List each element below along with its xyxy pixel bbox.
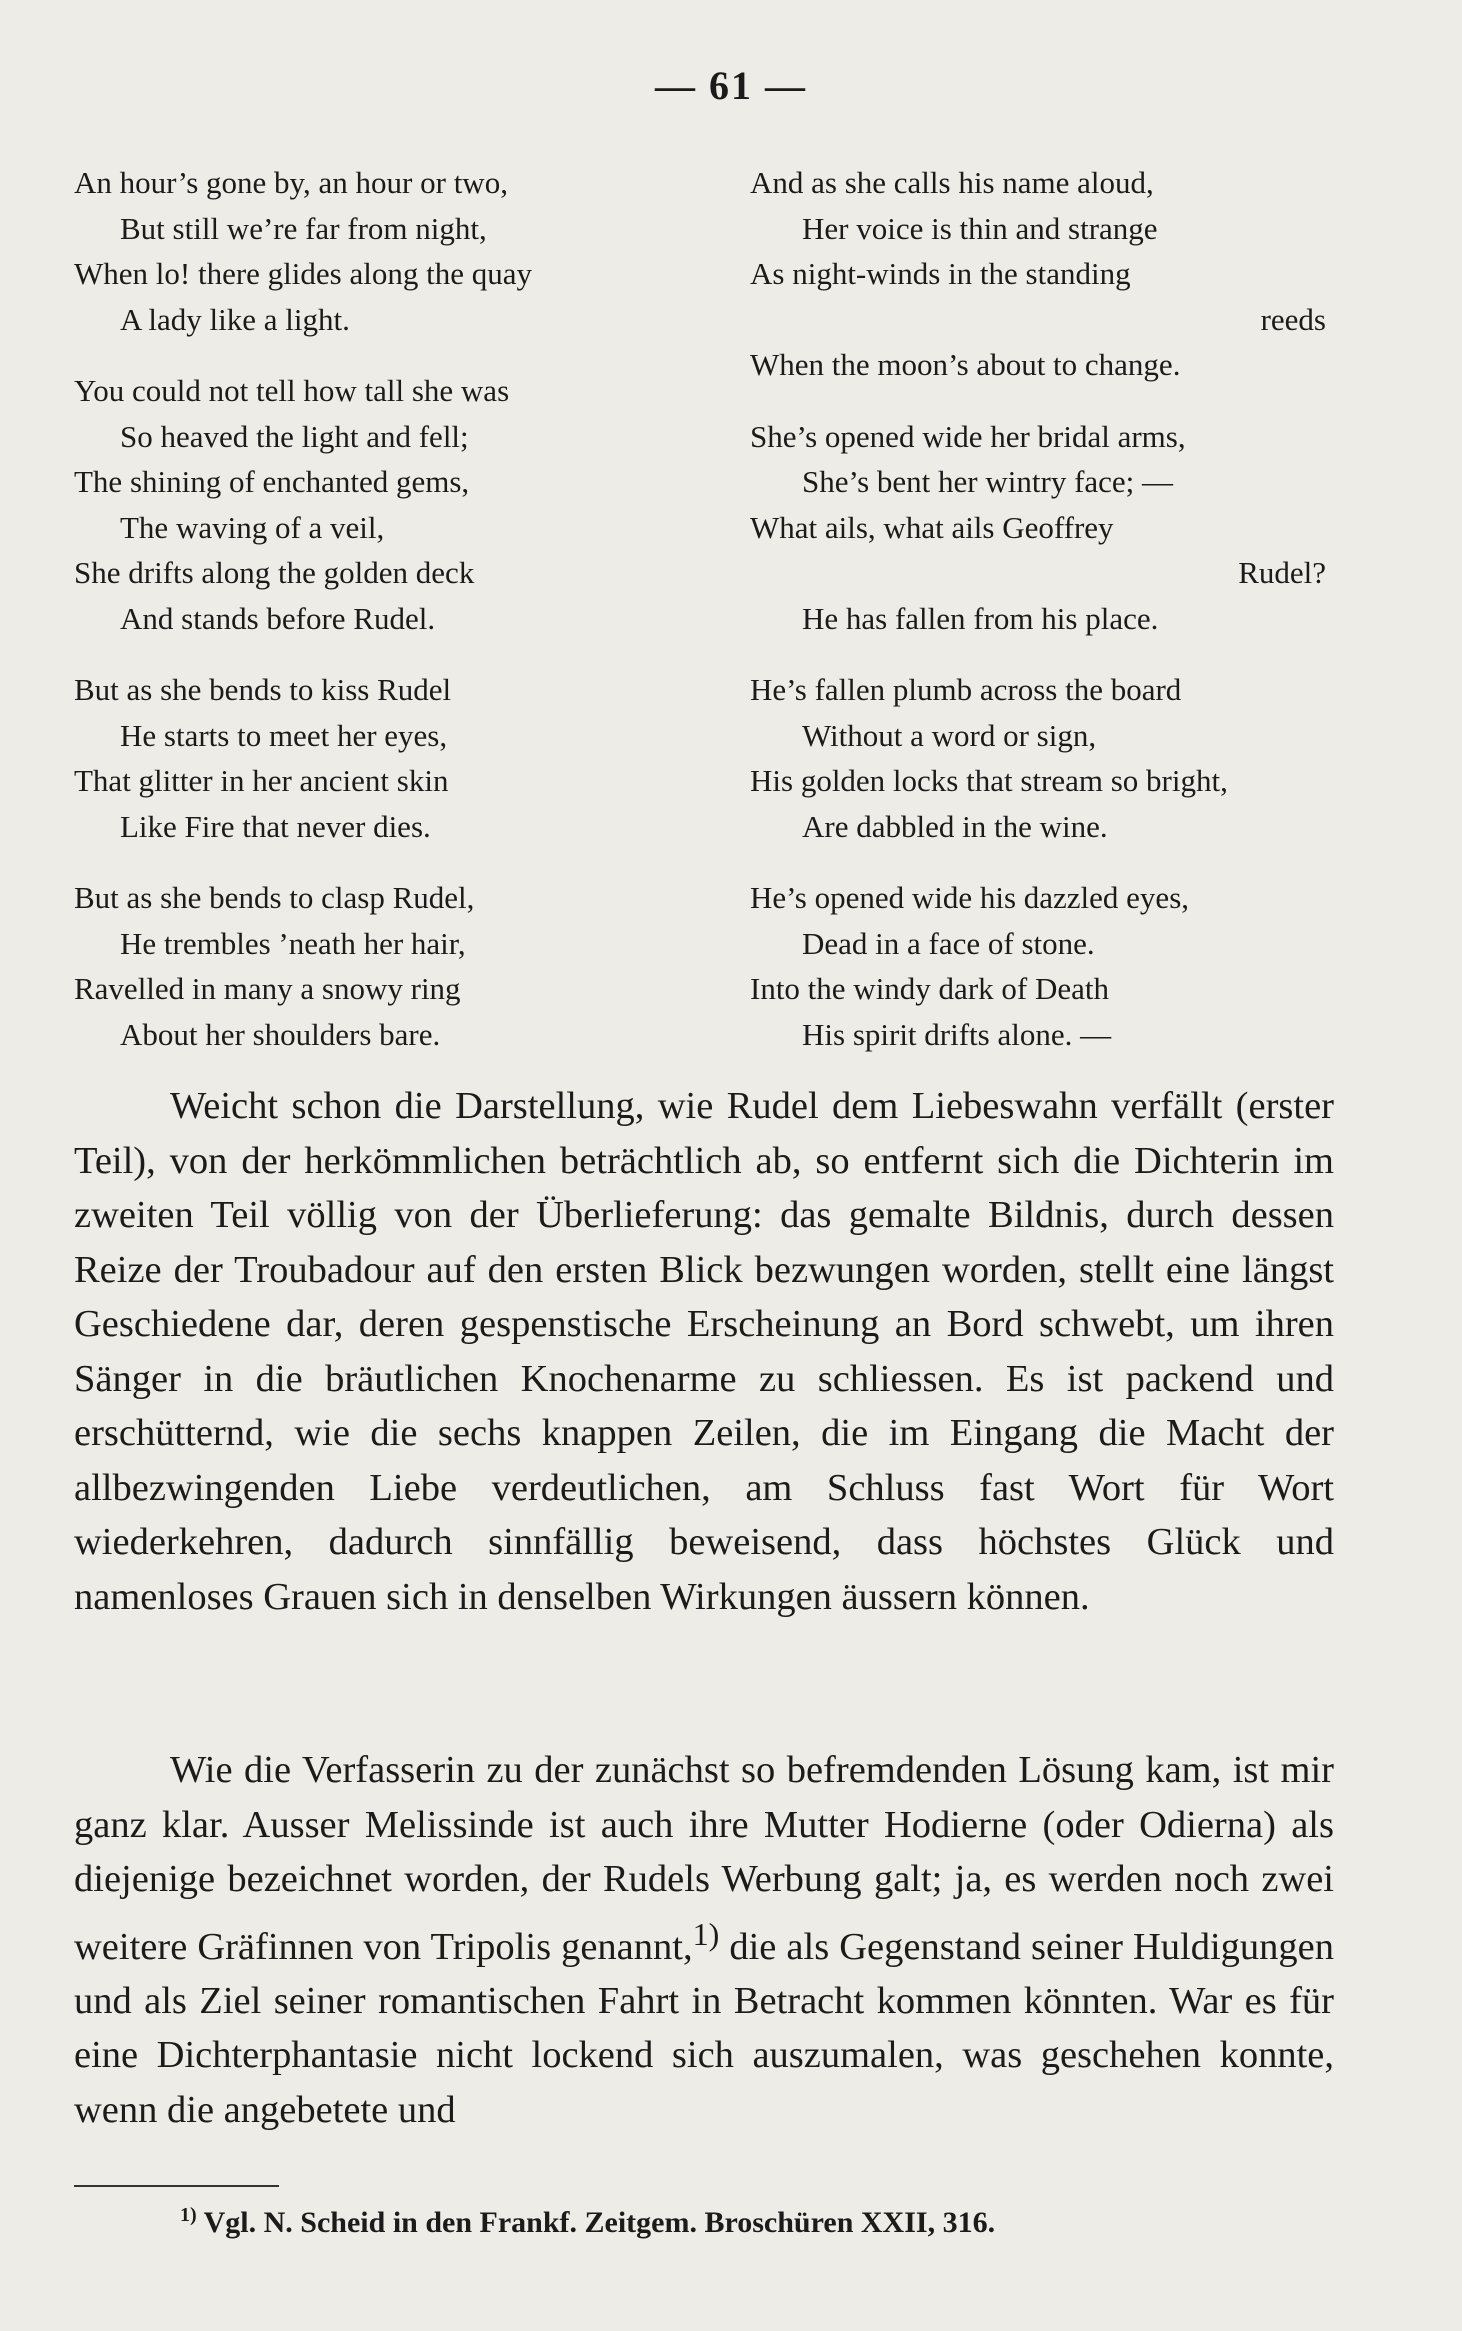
footnote-reference: 1) <box>692 1915 720 1952</box>
poem-line: He trembles ’neath her hair, <box>120 925 466 961</box>
poem-line: So heaved the light and fell; <box>120 418 469 454</box>
poem-stanza <box>74 368 714 641</box>
poem-left-column <box>74 160 714 1083</box>
poem-line: When the moon’s about to change. <box>750 347 1181 382</box>
poem-line: But as she bends to kiss Rudel <box>74 672 452 707</box>
poem-stanza <box>74 875 714 1057</box>
poem-line: Ravelled in many a snowy ring <box>74 971 461 1006</box>
poem-line: When lo! there glides along the quay <box>74 256 532 291</box>
poem-line: That glitter in her ancient skin <box>74 763 449 798</box>
prose-paragraph-2-block <box>74 1743 1334 2137</box>
poem-line: And stands before Rudel. <box>120 600 436 636</box>
poem-line: Her voice is thin and strange <box>802 210 1158 246</box>
poem-stanza <box>750 875 1340 1057</box>
poem-line: He starts to meet her eyes, <box>120 717 448 753</box>
poem-line: Dead in a face of stone. <box>802 925 1095 961</box>
poem-line: As night-winds in the standing <box>750 256 1131 291</box>
poem-line: About her shoulders bare. <box>120 1016 441 1052</box>
footnote-divider <box>74 2185 279 2187</box>
poem-line: An hour’s gone by, an hour or two, <box>74 165 508 200</box>
poem-line: The waving of a veil, <box>120 509 385 545</box>
poem-line: He has fallen from his place. <box>802 600 1159 636</box>
poem-line: What ails, what ails Geoffrey <box>750 509 1114 545</box>
prose-text: die als Gegenstand seiner Huldigungen und als Ziel seiner romantischen Fahrt in Betracht kommen könnten. War es für eine Dichterphantasie nicht lockend sich auszumalen, was geschehen konnte, wenn die angebetete und <box>74 1925 1334 2131</box>
poem-line: He’s opened wide his dazzled eyes, <box>750 880 1190 915</box>
poem-line: But still we’re far from night, <box>120 210 487 246</box>
poem-line: Into the windy dark of Death <box>750 971 1109 1006</box>
poem-line: A lady like a light. <box>120 301 350 337</box>
poem-line: Without a word or sign, <box>802 717 1097 753</box>
footnote-text: Vgl. N. Scheid in den Frankf. Zeitgem. Broschüren XXII, 316. <box>196 2206 996 2239</box>
poem-line: Are dabbled in the wine. <box>802 808 1108 844</box>
poem-line: Like Fire that never dies. <box>120 808 431 844</box>
poem-stanza <box>750 414 1340 642</box>
poem-line: His spirit drifts alone. — <box>802 1016 1112 1052</box>
poem-line: His golden locks that stream so bright, <box>750 763 1228 798</box>
poem-stanza <box>750 667 1340 849</box>
prose-paragraph-1-block <box>74 1079 1334 1624</box>
poem-line: reeds <box>1260 301 1326 337</box>
poem-line: The shining of enchanted gems, <box>74 464 470 499</box>
poem-right-column <box>750 160 1340 1083</box>
poem-line: And as she calls his name aloud, <box>750 165 1154 200</box>
poem-line: She drifts along the golden deck <box>74 555 475 590</box>
footnote <box>180 2190 1330 2248</box>
prose-paragraph: Weicht schon die Darstellung, wie Rudel dem Liebeswahn verfällt (erster Teil), von der herkömmlichen beträchtlich ab, so entfernt sich die Dichterin im zweiten Teil völlig von der Überlieferung: das gemalte Bildnis, durch dessen Reize der Troubadour auf den ersten Blick bezwungen worden, stellt eine längst Geschiedene dar, deren gespenstische Erscheinung an Bord schwebt, um ihren Sänger in die bräutlichen Knochenarme zu schliessen. Es ist packend und erschütternd, wie die sechs knappen Zeilen, die im Eingang die Macht der allbezwingenden Liebe verdeutlichen, am Schluss fast Wort für Wort wiederkehren, dadurch sinnfällig beweisend, dass höchstes Glück und namenloses Grauen sich in denselben Wirkungen äussern können. <box>74 1085 1334 1618</box>
page-number: — 61 — <box>655 63 807 108</box>
poem-line: She’s bent her wintry face; — <box>802 464 1174 499</box>
poem-stanza <box>74 160 714 342</box>
poem-line: He’s fallen plumb across the board <box>750 672 1182 707</box>
poem-stanza <box>750 160 1340 388</box>
footnote-mark: 1) <box>180 2204 197 2226</box>
poem-line: Rudel? <box>1238 555 1326 590</box>
prose-paragraph <box>74 1743 1334 2137</box>
poem-stanza <box>74 667 714 849</box>
prose-text: Wie die Verfasserin zu der zunächst so befremdenden Lösung kam, ist mir ganz klar. Ausser Melissinde ist auch ihre Mutter Hodierne (oder Odierna) als diejenige bezeichnet worden, der Rudels Werbung galt; ja, es werden noch zwei weitere Gräfinnen von Tripolis genannt, <box>74 1749 1334 1968</box>
poem-line: You could not tell how tall she was <box>74 373 510 408</box>
poem-line: But as she bends to clasp Rudel, <box>74 880 475 915</box>
poem-line: She’s opened wide her bridal arms, <box>750 418 1186 454</box>
